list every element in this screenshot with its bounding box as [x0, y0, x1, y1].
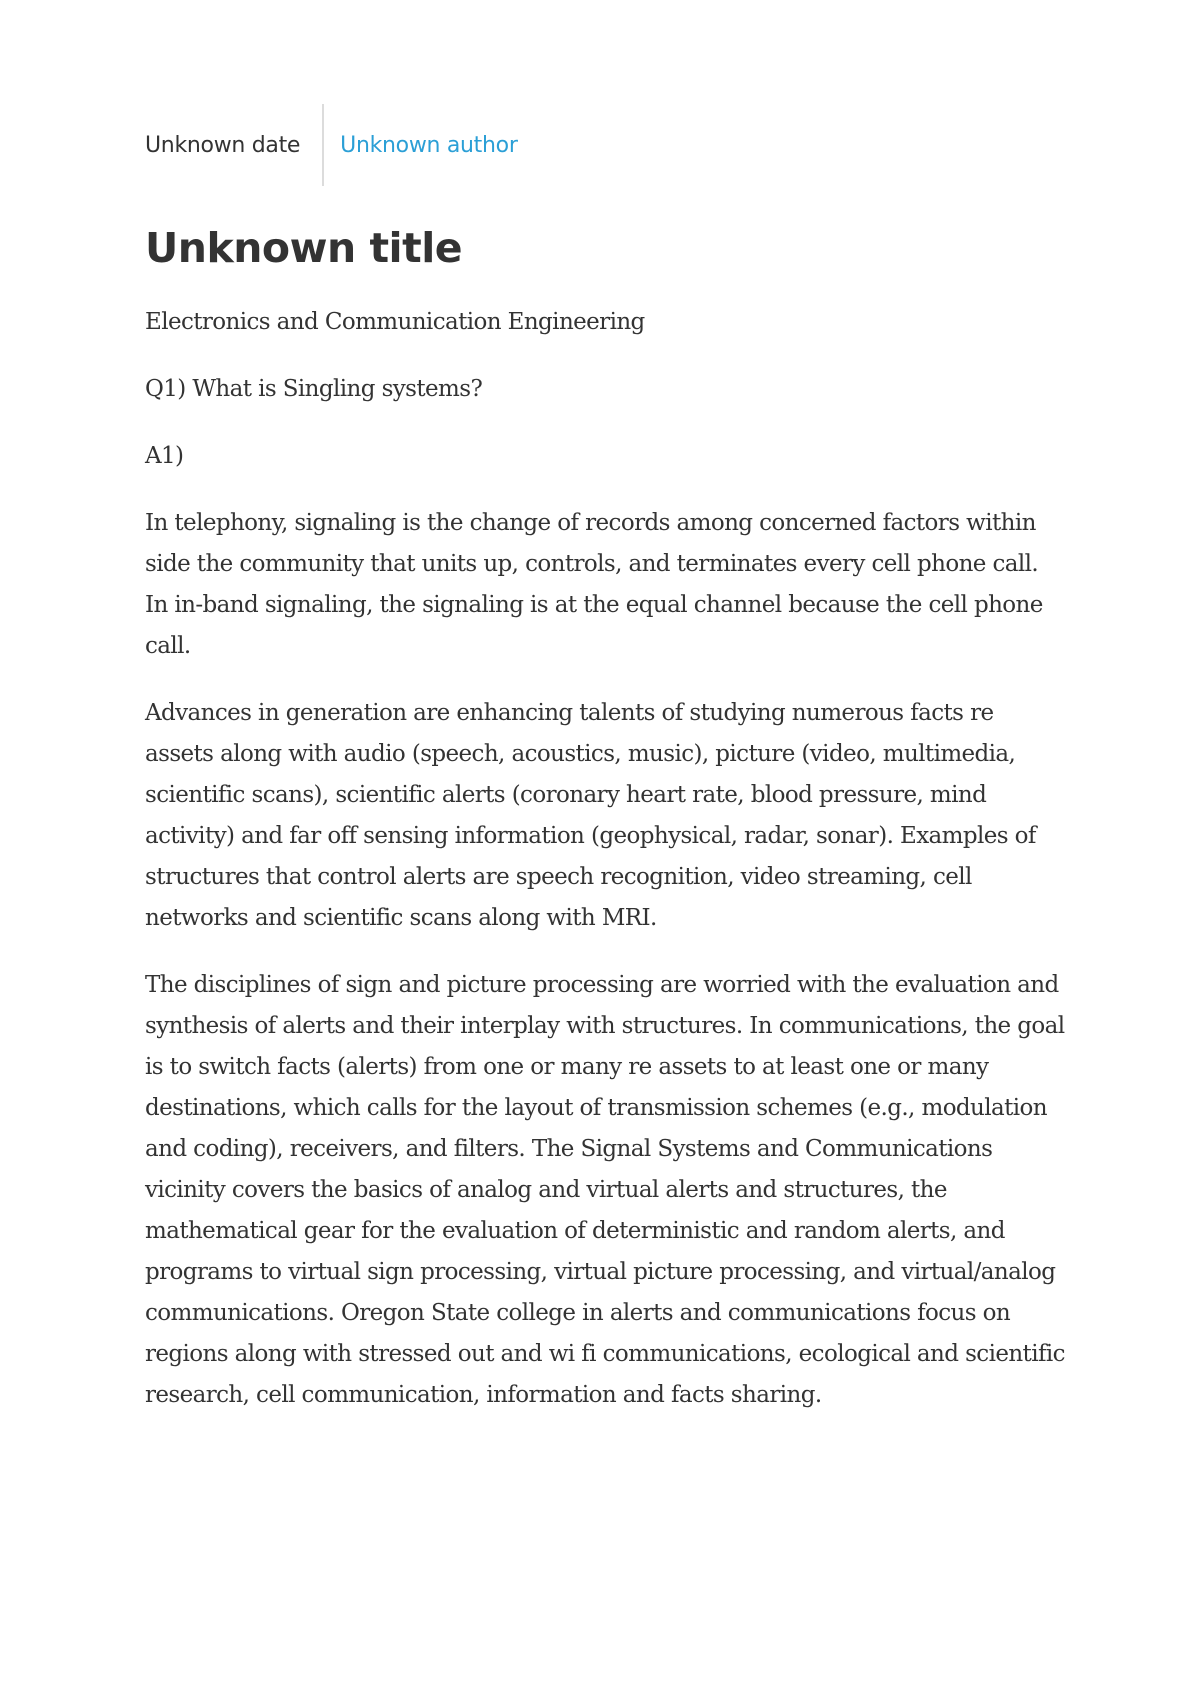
question-line: Q1) What is Singling systems?	[145, 376, 483, 402]
author-link[interactable]: Unknown author	[340, 132, 518, 158]
subject-line: Electronics and Communication Engineering	[145, 309, 645, 335]
article-meta	[145, 104, 1200, 186]
body-paragraph: Advances in generation are enhancing talents of studying numerous facts re assets along with audio (speech, acoustics, music), picture (video, multimedia, scientific scans), scientific alerts (coronary heart rate, blood pressure, mind activity) and far off sensing information (geophysical, radar, sonar). Examples of structures that control alerts are speech recognition, video streaming, cell networks and scientific scans along with MRI.	[145, 700, 1036, 931]
page-title: Unknown title	[145, 224, 463, 272]
body-paragraph: In telephony, signaling is the change of records among concerned factors within side the community that units up, controls, and terminates every cell phone call. In in-band signaling, the signaling is at the equal channel because the cell phone call.	[145, 510, 1043, 659]
body-paragraph: The disciplines of sign and picture processing are worried with the evaluation and synthesis of alerts and their interplay with structures. In communications, the goal is to switch facts (alerts) from one or many re assets to at least one or many destinations, which calls for the layout of transmission schemes (e.g., modulation and coding), receivers, and filters. The Signal Systems and Communications vicinity covers the basics of analog and virtual alerts and structures, the mathematical gear for the evaluation of deterministic and random alerts, and programs to virtual sign processing, virtual picture processing, and virtual/analog communications. Oregon State college in alerts and communications focus on regions along with stressed out and wi fi communications, ecological and scientific research, cell communication, information and facts sharing.	[145, 972, 1065, 1408]
answer-label: A1)	[145, 443, 184, 469]
article-body	[145, 302, 1065, 1416]
publish-date: Unknown date	[145, 132, 301, 158]
